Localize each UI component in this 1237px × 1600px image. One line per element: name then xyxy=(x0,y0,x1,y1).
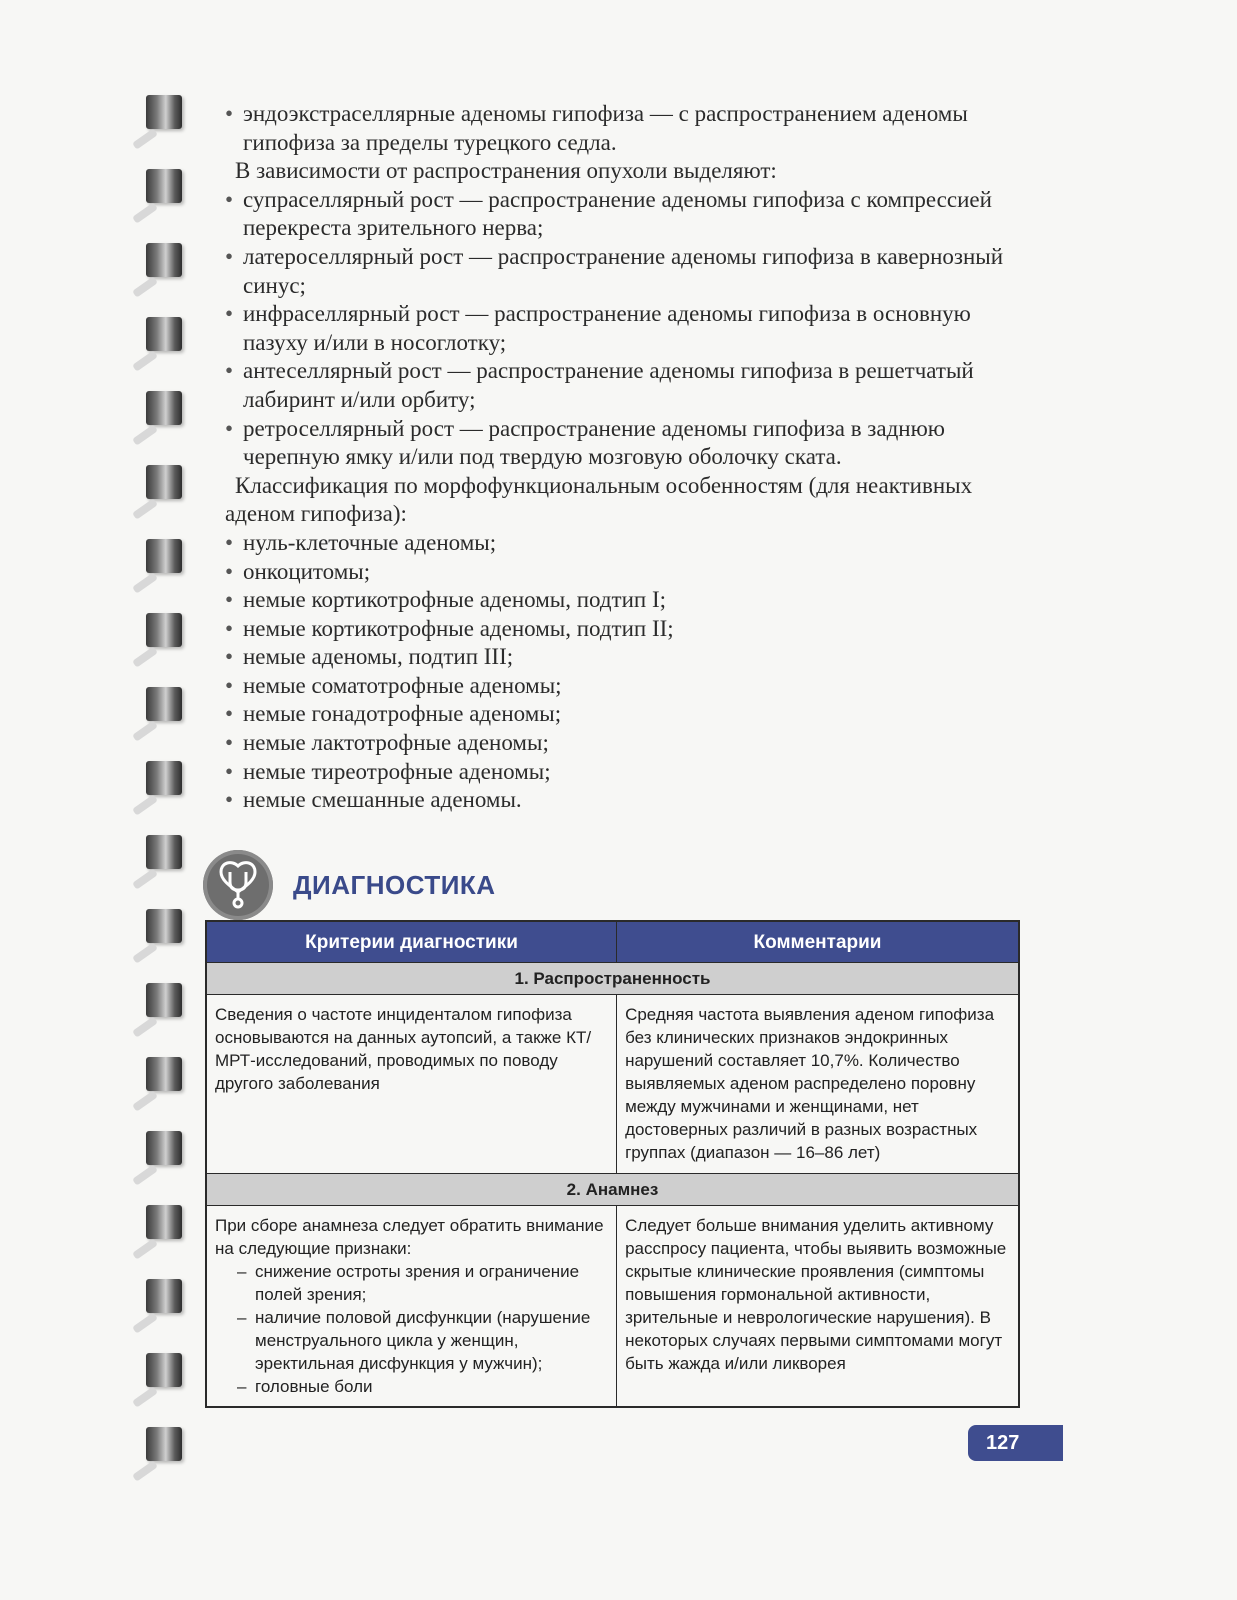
binding-ring xyxy=(146,613,182,647)
binding-ring xyxy=(146,317,182,351)
table-row xyxy=(206,1206,1019,1408)
binding-ring xyxy=(146,1131,182,1165)
page-number: 127 xyxy=(968,1425,1063,1461)
intro-list xyxy=(225,100,1035,157)
list-item: • эндоэкстраселлярные аденомы гипофиза — с распространением аденомы гипофиза за пределы турецкого седла. xyxy=(225,100,1035,157)
list-item: • немые кортикотрофные аденомы, подтип II; xyxy=(225,615,1035,644)
stethoscope-icon xyxy=(203,850,273,920)
comment-cell: Следует больше внимания уделить активному расспросу пациента, чтобы выявить возможные скрытые клинические проявления (симптомы повышения гормональной активности, зрительные и неврологические нарушения). В некоторых случаях первыми симптомами могут быть жажда и/или ликворея xyxy=(617,1206,1019,1408)
criteria-cell xyxy=(206,1206,617,1408)
column-header-criteria: Критерии диагностики xyxy=(206,921,617,963)
binding-ring xyxy=(146,465,182,499)
morph-heading: Классификация по морфофункциональным особенностям (для неактивных аденом гипофиза): xyxy=(225,472,973,527)
binding-ring xyxy=(146,835,182,869)
criteria-intro: При сборе анамнеза следует обратить внимание на следующие признаки: xyxy=(215,1216,604,1258)
table-section-row xyxy=(206,963,1019,995)
section-header xyxy=(203,845,496,925)
list-item: • онкоцитомы; xyxy=(225,558,1035,587)
list-item: – снижение остроты зрения и ограничение полей зрения; xyxy=(237,1260,608,1306)
binding-ring xyxy=(146,1057,182,1091)
binding-ring xyxy=(146,1353,182,1387)
list-item: • немые тиреотрофные аденомы; xyxy=(225,758,1035,787)
morph-list xyxy=(225,529,1035,815)
binding-ring xyxy=(146,95,182,129)
list-item: • немые смешанные аденомы. xyxy=(225,786,1035,815)
binding-ring xyxy=(146,983,182,1017)
diagnostics-table xyxy=(205,920,1020,1408)
section-title-prevalence: 1. Распространенность xyxy=(206,963,1019,995)
list-item: • немые аденомы, подтип III; xyxy=(225,643,1035,672)
list-item: • немые соматотрофные аденомы; xyxy=(225,672,1035,701)
binding-ring xyxy=(146,1279,182,1313)
table-header-row xyxy=(206,921,1019,963)
column-header-comments: Комментарии xyxy=(617,921,1019,963)
table-row xyxy=(206,995,1019,1174)
criteria-cell: Сведения о частоте инциденталом гипофиза основываются на данных аутопсий, а также КТ/МРТ-исследований, проводимых по поводу другого заболевания xyxy=(206,995,617,1174)
table-section-row xyxy=(206,1174,1019,1206)
spiral-binding xyxy=(140,95,200,1515)
list-item: • супраселлярный рост — распространение аденомы гипофиза с компрессией перекреста зрительного нерва; xyxy=(225,186,1035,243)
binding-ring xyxy=(146,243,182,277)
binding-ring xyxy=(146,539,182,573)
list-item: • нуль-клеточные аденомы; xyxy=(225,529,1035,558)
binding-ring xyxy=(146,1205,182,1239)
list-item: • немые гонадотрофные аденомы; xyxy=(225,700,1035,729)
list-item: • немые лактотрофные аденомы; xyxy=(225,729,1035,758)
growth-heading: В зависимости от распространения опухоли выделяют: xyxy=(235,158,777,184)
criteria-list xyxy=(215,1260,608,1398)
binding-ring xyxy=(146,169,182,203)
comment-cell: Средняя частота выявления аденом гипофиза без клинических признаков эндокринных нарушений составляет 10,7%. Количество выявляемых аденом распределено поровну между мужчинами и женщинами, нет достоверных различий в разных возрастных группах (диапазон — 16–86 лет) xyxy=(617,995,1019,1174)
body-text xyxy=(225,100,1035,815)
binding-ring xyxy=(146,1427,182,1461)
growth-list xyxy=(225,186,1035,472)
binding-ring xyxy=(146,687,182,721)
list-item: • ретроселлярный рост — распространение аденомы гипофиза в заднюю черепную ямку и/или под твердую мозговую оболочку ската. xyxy=(225,415,1035,472)
binding-ring xyxy=(146,761,182,795)
section-title: ДИАГНОСТИКА xyxy=(293,869,496,900)
list-item: • инфраселлярный рост — распространение аденомы гипофиза в основную пазуху и/или в носоглотку; xyxy=(225,300,1035,357)
list-item: • антеселлярный рост — распространение аденомы гипофиза в решетчатый лабиринт и/или орбиту; xyxy=(225,357,1035,414)
list-item: • латероселлярный рост — распространение аденомы гипофиза в кавернозный синус; xyxy=(225,243,1035,300)
section-title-anamnesis: 2. Анамнез xyxy=(206,1174,1019,1206)
binding-ring xyxy=(146,391,182,425)
list-item: – головные боли xyxy=(237,1375,608,1398)
list-item: • немые кортикотрофные аденомы, подтип I; xyxy=(225,586,1035,615)
binding-ring xyxy=(146,909,182,943)
list-item: – наличие половой дисфункции (нарушение менструального цикла у женщин, эректильная дисфункция у мужчин); xyxy=(237,1306,608,1375)
